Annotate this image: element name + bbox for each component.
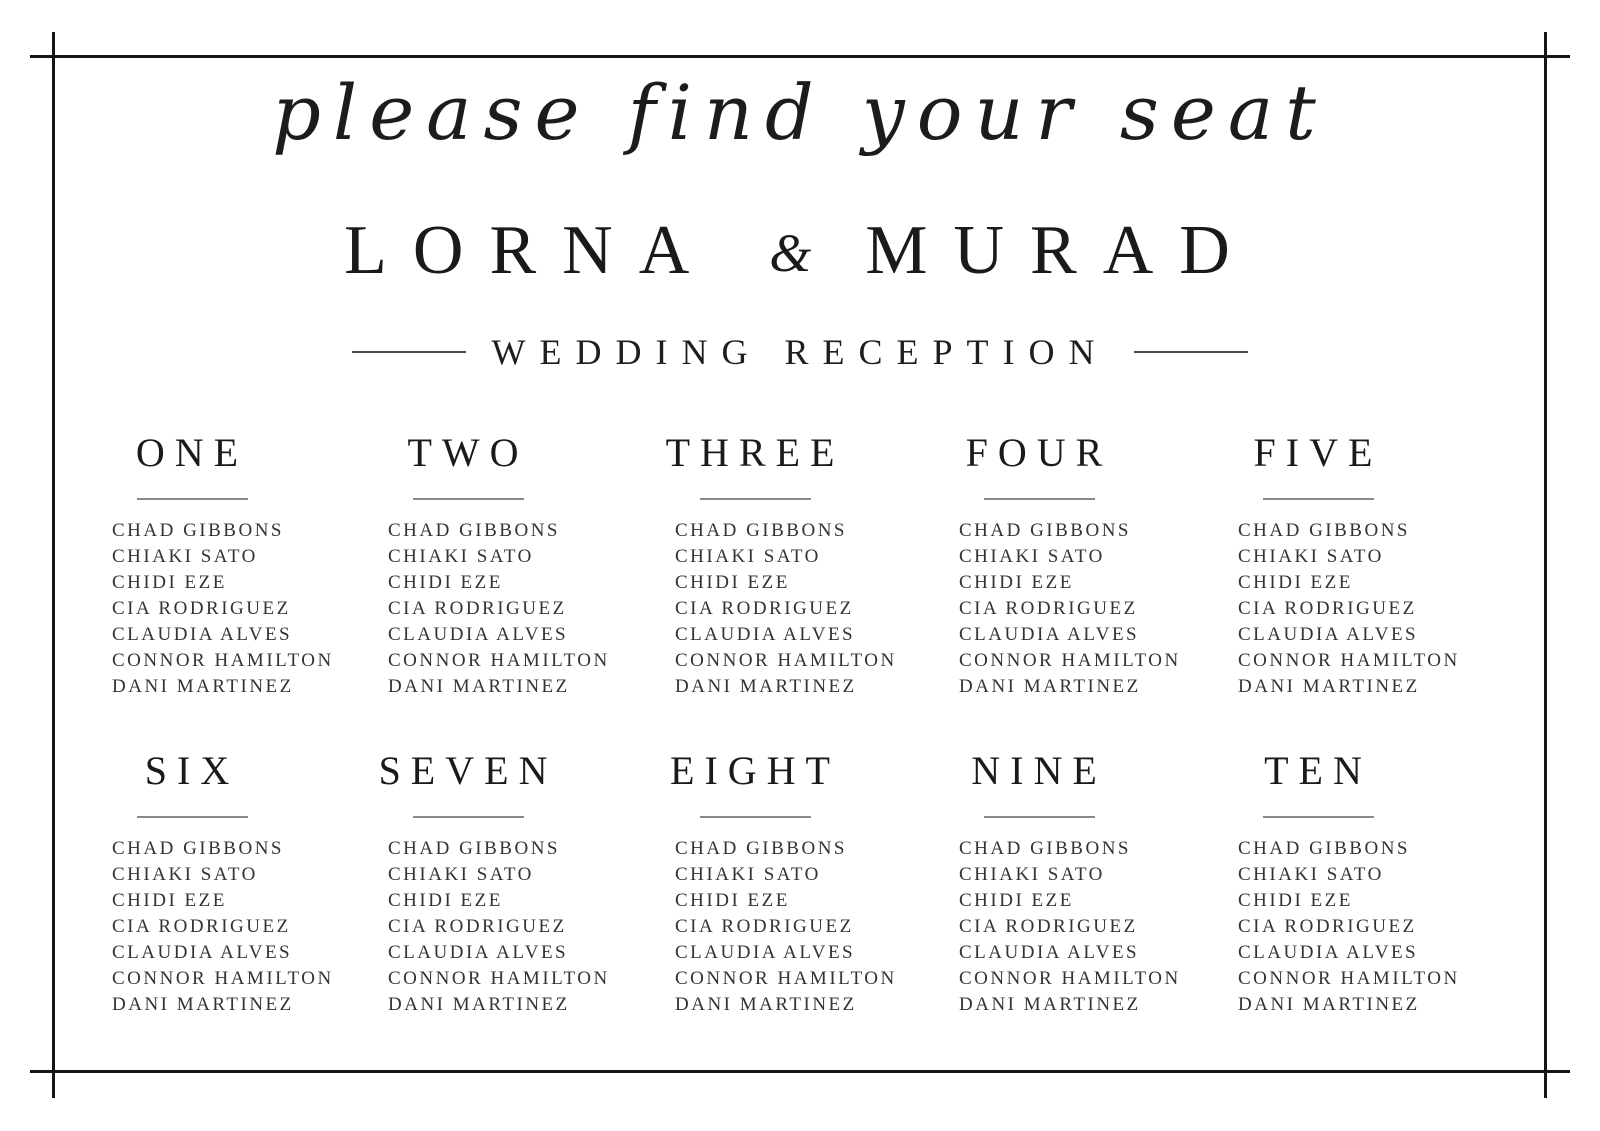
guest-name: CLAUDIA ALVES: [1238, 942, 1419, 963]
table-underline-wrap: [954, 816, 1124, 818]
guest-name: CHIAKI SATO: [112, 546, 258, 567]
guest-name: DANI MARTINEZ: [112, 676, 294, 697]
table-card: [670, 748, 920, 1018]
guest-name: CIA RODRIGUEZ: [388, 916, 567, 937]
guest-name: CLAUDIA ALVES: [675, 624, 856, 645]
table-underline: [413, 816, 524, 818]
table-underline-wrap: [383, 816, 553, 818]
table-underline: [1263, 498, 1374, 500]
script-title: please find your seat: [272, 68, 1328, 157]
guest-name: CHAD GIBBONS: [959, 838, 1131, 859]
guest-name: CHIAKI SATO: [959, 864, 1105, 885]
guest-name: CONNOR HAMILTON: [1238, 650, 1460, 671]
table-name: THREE: [665, 430, 845, 475]
guest-name: DANI MARTINEZ: [959, 676, 1141, 697]
frame-line-left: [52, 32, 55, 1098]
guest-name: CHIAKI SATO: [112, 864, 258, 885]
guest-list: [675, 518, 920, 700]
guest-name: CHIDI EZE: [388, 572, 503, 593]
guest-name: CIA RODRIGUEZ: [388, 598, 567, 619]
guest-name: CIA RODRIGUEZ: [959, 598, 1138, 619]
subtitle: WEDDING RECEPTION: [491, 332, 1109, 372]
table-card: [1233, 430, 1483, 700]
table-header: [107, 430, 277, 476]
guest-name: CONNOR HAMILTON: [112, 650, 334, 671]
table-card: [378, 748, 633, 1018]
guest-name: CONNOR HAMILTON: [1238, 968, 1460, 989]
table-card: [1233, 748, 1483, 1018]
guest-name: CHIDI EZE: [959, 572, 1074, 593]
table-underline: [413, 498, 524, 500]
frame-line-right: [1544, 32, 1547, 1098]
guest-name: CLAUDIA ALVES: [959, 942, 1140, 963]
table-card: [954, 430, 1204, 700]
table-name: ONE: [135, 430, 249, 475]
guest-name: CHIAKI SATO: [1238, 864, 1384, 885]
guest-name: DANI MARTINEZ: [1238, 994, 1420, 1015]
guest-name: CLAUDIA ALVES: [1238, 624, 1419, 645]
guest-name: CHIDI EZE: [1238, 890, 1353, 911]
table-underline: [700, 498, 811, 500]
table-underline-wrap: [954, 498, 1124, 500]
guest-name: CONNOR HAMILTON: [959, 968, 1181, 989]
guest-name: CLAUDIA ALVES: [112, 624, 293, 645]
table-name: TEN: [1264, 748, 1372, 793]
guest-name: CONNOR HAMILTON: [388, 968, 610, 989]
guest-name: CONNOR HAMILTON: [675, 968, 897, 989]
table-header: [954, 748, 1124, 794]
guest-name: CHIDI EZE: [675, 572, 790, 593]
guest-name: CHAD GIBBONS: [1238, 838, 1410, 859]
table-name: FOUR: [965, 430, 1113, 475]
subtitle-rule-left: [352, 351, 466, 353]
guest-name: CLAUDIA ALVES: [112, 942, 293, 963]
guest-name: CHAD GIBBONS: [388, 520, 560, 541]
guest-name: CHIDI EZE: [675, 890, 790, 911]
table-name: SEVEN: [378, 748, 558, 793]
guest-name: DANI MARTINEZ: [112, 994, 294, 1015]
guest-name: CHIDI EZE: [112, 890, 227, 911]
guest-name: CHIAKI SATO: [388, 864, 534, 885]
subtitle-row: [0, 330, 1600, 374]
couple-name-left: LORNA: [344, 212, 716, 289]
couple-name-right: MURAD: [865, 212, 1256, 289]
guest-name: CIA RODRIGUEZ: [959, 916, 1138, 937]
table-underline: [984, 816, 1095, 818]
guest-name: DANI MARTINEZ: [675, 994, 857, 1015]
guest-list: [1238, 836, 1483, 1018]
table-name: EIGHT: [670, 748, 840, 793]
guest-name: CHIAKI SATO: [388, 546, 534, 567]
guest-name: CHAD GIBBONS: [675, 520, 847, 541]
guest-list: [388, 836, 633, 1018]
guest-name: CHIDI EZE: [1238, 572, 1353, 593]
guest-name: CHAD GIBBONS: [1238, 520, 1410, 541]
guest-list: [675, 836, 920, 1018]
guest-name: CLAUDIA ALVES: [388, 624, 569, 645]
guest-name: CIA RODRIGUEZ: [675, 916, 854, 937]
guest-name: CHIDI EZE: [388, 890, 503, 911]
guest-list: [112, 836, 357, 1018]
table-underline: [700, 816, 811, 818]
table-header: [378, 748, 558, 794]
guest-name: CIA RODRIGUEZ: [1238, 916, 1417, 937]
guest-name: DANI MARTINEZ: [388, 676, 570, 697]
guest-name: DANI MARTINEZ: [675, 676, 857, 697]
guest-name: CONNOR HAMILTON: [959, 650, 1181, 671]
table-card: [954, 748, 1204, 1018]
table-name: TWO: [407, 430, 529, 475]
table-underline: [137, 816, 248, 818]
guest-name: CIA RODRIGUEZ: [675, 598, 854, 619]
guest-name: CHIAKI SATO: [959, 546, 1105, 567]
guest-list: [1238, 518, 1483, 700]
guest-name: CHAD GIBBONS: [959, 520, 1131, 541]
guest-name: CIA RODRIGUEZ: [1238, 598, 1417, 619]
guest-name: CIA RODRIGUEZ: [112, 916, 291, 937]
guest-name: CHAD GIBBONS: [112, 520, 284, 541]
guest-list: [388, 518, 633, 700]
table-header: [954, 430, 1124, 476]
table-underline-wrap: [670, 816, 840, 818]
guest-name: CHIDI EZE: [959, 890, 1074, 911]
guest-name: CLAUDIA ALVES: [959, 624, 1140, 645]
table-underline: [984, 498, 1095, 500]
guest-name: CHIAKI SATO: [1238, 546, 1384, 567]
table-underline: [137, 498, 248, 500]
table-name: SIX: [144, 748, 240, 793]
table-underline-wrap: [107, 816, 277, 818]
guest-name: CONNOR HAMILTON: [675, 650, 897, 671]
table-card: [107, 430, 357, 700]
table-underline-wrap: [107, 498, 277, 500]
guest-list: [959, 518, 1204, 700]
table-name: NINE: [971, 748, 1107, 793]
guest-list: [959, 836, 1204, 1018]
couple-names: [0, 212, 1600, 289]
guest-name: DANI MARTINEZ: [388, 994, 570, 1015]
table-name: FIVE: [1253, 430, 1383, 475]
ampersand: &: [769, 223, 812, 283]
guest-name: CLAUDIA ALVES: [675, 942, 856, 963]
frame-line-top: [30, 55, 1570, 58]
table-underline-wrap: [1233, 816, 1403, 818]
table-header: [665, 430, 845, 476]
guest-name: CLAUDIA ALVES: [388, 942, 569, 963]
guest-name: CHAD GIBBONS: [388, 838, 560, 859]
guest-name: CHIDI EZE: [112, 572, 227, 593]
guest-name: CIA RODRIGUEZ: [112, 598, 291, 619]
table-header: [107, 748, 277, 794]
frame-line-bottom: [30, 1070, 1570, 1073]
subtitle-rule-right: [1134, 351, 1248, 353]
table-header: [383, 430, 553, 476]
guest-name: CHIAKI SATO: [675, 546, 821, 567]
guest-name: CHAD GIBBONS: [112, 838, 284, 859]
table-header: [1233, 430, 1403, 476]
table-card: [107, 748, 357, 1018]
table-header: [1233, 748, 1403, 794]
table-card: [383, 430, 633, 700]
guest-list: [112, 518, 357, 700]
table-header: [670, 748, 840, 794]
guest-name: CHIAKI SATO: [675, 864, 821, 885]
guest-name: CONNOR HAMILTON: [112, 968, 334, 989]
table-underline-wrap: [1233, 498, 1403, 500]
table-underline-wrap: [670, 498, 840, 500]
table-underline-wrap: [383, 498, 553, 500]
table-card: [665, 430, 920, 700]
guest-name: DANI MARTINEZ: [959, 994, 1141, 1015]
guest-name: CONNOR HAMILTON: [388, 650, 610, 671]
guest-name: DANI MARTINEZ: [1238, 676, 1420, 697]
guest-name: CHAD GIBBONS: [675, 838, 847, 859]
table-underline: [1263, 816, 1374, 818]
